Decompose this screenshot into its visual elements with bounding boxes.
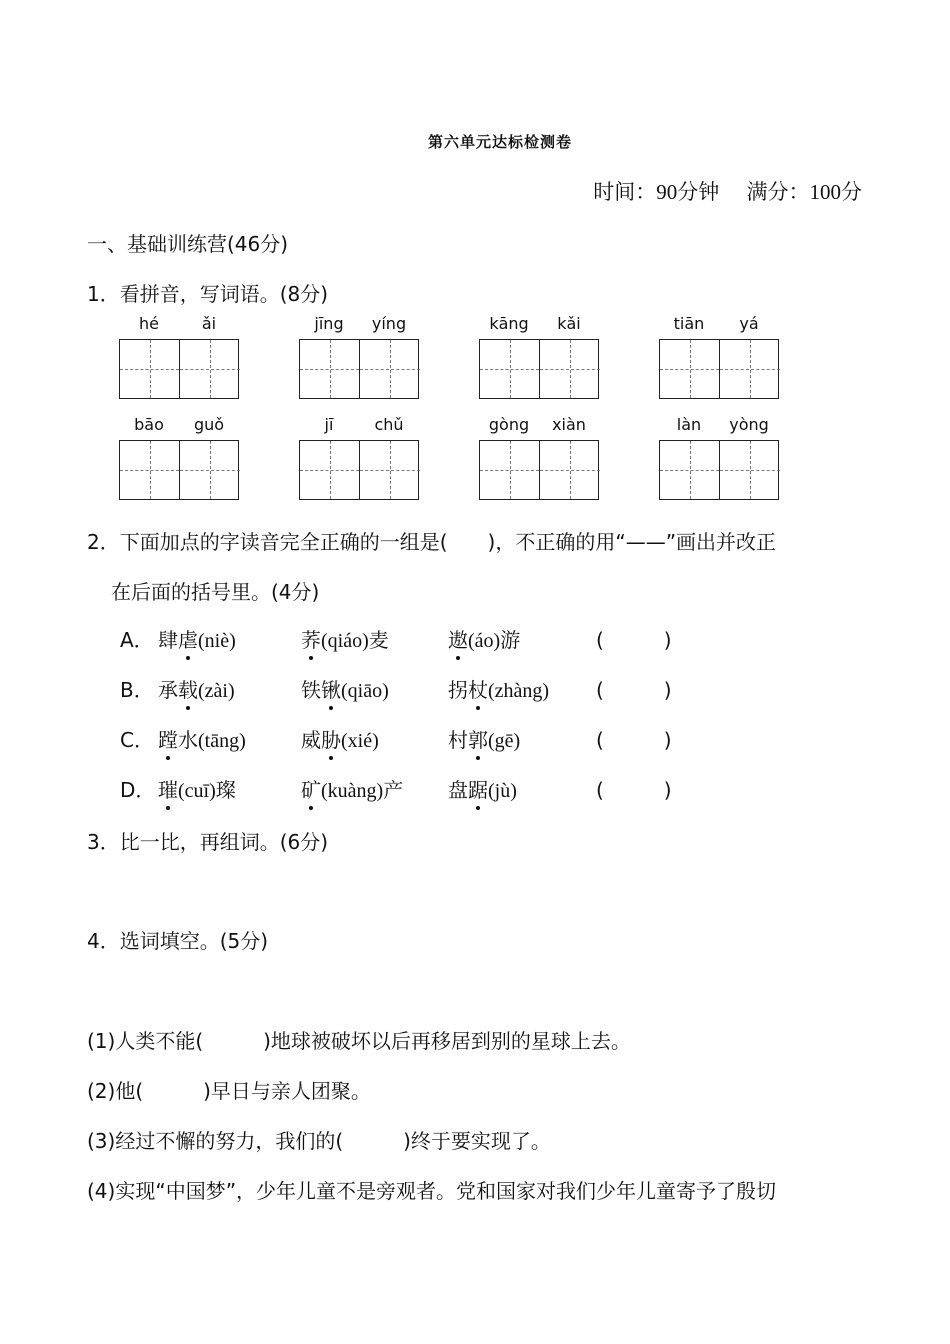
writing-grid[interactable]: [479, 339, 599, 399]
dotted-char: 载: [178, 674, 198, 703]
pinyin: xiàn: [552, 415, 586, 434]
option-word: 肆虐(niè): [158, 624, 236, 653]
option-word: 盘踞(jù): [448, 774, 517, 803]
option-word: 村郭(gē): [448, 724, 520, 753]
option-letter: B．: [120, 678, 154, 702]
answer-blank[interactable]: ( ): [596, 778, 672, 802]
dotted-char: 郭: [468, 724, 488, 753]
fill-sentence-1[interactable]: (1)人类不能( )地球被破坏以后再移居到别的星球上去。: [87, 1029, 631, 1053]
pinyin: guǒ: [193, 415, 225, 434]
option-word: 璀(cuī)璨: [158, 774, 236, 803]
question-2-line-2: 在后面的括号里。(4分): [111, 580, 320, 604]
fill-sentence-4: (4)实现“中国梦”，少年儿童不是旁观者。党和国家对我们少年儿童寄予了殷切: [87, 1179, 777, 1203]
pinyin: chǔ: [374, 415, 404, 434]
question-4-label: 4．选词填空。(5分): [87, 929, 269, 953]
pinyin: jī: [324, 415, 334, 434]
question-3-label: 3．比一比，再组词。(6分): [87, 830, 329, 854]
pinyin: kāng: [489, 314, 529, 333]
pinyin: kǎi: [557, 314, 581, 333]
question-2-line-1: 2．下面加点的字读音完全正确的一组是( )，不正确的用“——”画出并改正: [87, 530, 777, 554]
time-limit: 时间：90分钟: [593, 180, 720, 204]
dotted-char: 遨: [448, 624, 468, 653]
pinyin: bāo: [134, 415, 164, 434]
writing-grid[interactable]: [119, 339, 239, 399]
option-word: 遨(áo)游: [448, 624, 520, 653]
option-letter: C．: [120, 728, 154, 752]
option-letter: A．: [120, 628, 154, 652]
option-word: 威胁(xié): [301, 724, 379, 753]
writing-grid[interactable]: [659, 440, 779, 500]
pinyin: tiān: [673, 314, 705, 333]
dotted-char: 踞: [468, 774, 488, 803]
pinyin: ǎi: [201, 314, 217, 333]
dotted-char: 锹: [321, 674, 341, 703]
page-title: 第六单元达标检测卷: [427, 133, 572, 151]
pinyin: hé: [139, 314, 159, 333]
full-score: 满分：100分: [746, 180, 862, 204]
pinyin: yòng: [729, 415, 769, 434]
option-word: 铁锹(qiāo): [301, 674, 389, 703]
writing-grid[interactable]: [299, 339, 419, 399]
fill-sentence-2[interactable]: (2)他( )早日与亲人团聚。: [87, 1079, 371, 1103]
writing-grid[interactable]: [479, 440, 599, 500]
answer-blank[interactable]: ( ): [596, 678, 672, 702]
dotted-char: 荞: [301, 624, 321, 653]
fill-sentence-3[interactable]: (3)经过不懈的努力，我们的( )终于要实现了。: [87, 1129, 551, 1153]
dotted-char: 虐: [178, 624, 198, 653]
answer-blank[interactable]: ( ): [596, 628, 672, 652]
pinyin: gòng: [488, 415, 530, 434]
option-letter: D．: [120, 778, 156, 802]
dotted-char: 胁: [321, 724, 341, 753]
option-word: 蹚水(tāng): [158, 724, 246, 753]
writing-grid[interactable]: [119, 440, 239, 500]
dotted-char: 蹚: [158, 724, 178, 753]
answer-blank[interactable]: ( ): [596, 728, 672, 752]
option-word: 拐杖(zhàng): [448, 674, 549, 703]
exam-meta: [587, 176, 862, 206]
writing-grid[interactable]: [299, 440, 419, 500]
writing-grid[interactable]: [659, 339, 779, 399]
question-1-label: 1．看拼音，写词语。(8分): [87, 282, 329, 306]
pinyin: làn: [676, 415, 702, 434]
option-word: 承载(zài): [158, 674, 235, 703]
pinyin: jīng: [314, 314, 344, 333]
dotted-char: 矿: [301, 774, 321, 803]
dotted-char: 杖: [468, 674, 488, 703]
pinyin: yá: [739, 314, 759, 333]
dotted-char: 璀: [158, 774, 178, 803]
pinyin: yíng: [371, 314, 407, 333]
option-word: 矿(kuàng)产: [301, 774, 403, 803]
section-1-heading: 一、基础训练营(46分): [87, 232, 289, 256]
option-word: 荞(qiáo)麦: [301, 624, 389, 653]
